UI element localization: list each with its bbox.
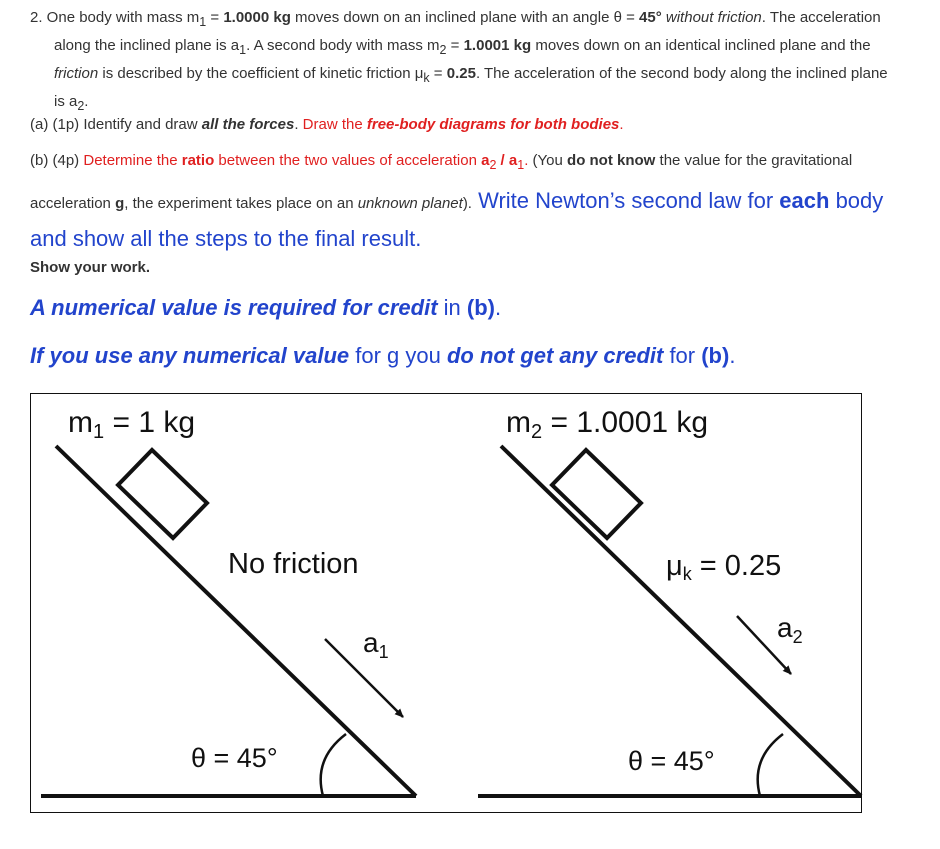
inclined-plane-diagram (30, 393, 862, 813)
subscript: 2 (489, 158, 497, 172)
part-a-emphasis: all the forces (201, 116, 295, 133)
credit-emphasis: If you use any numerical value (30, 343, 350, 368)
part-b-text: , the experiment takes place on an (124, 195, 358, 212)
left-incline (41, 406, 416, 796)
subscript: 1 (517, 158, 525, 172)
part-b-text: ). (462, 195, 472, 212)
diagram-svg (31, 394, 863, 814)
credit-note-2 (30, 343, 735, 369)
right-angle-label: θ = 45° (628, 746, 715, 776)
problem-text: . The acceleration of the second body along the inclined plane is a (54, 65, 888, 110)
right-angle-arc (758, 734, 783, 796)
credit-text: for g you (349, 343, 447, 368)
subscript: 2 (77, 99, 85, 113)
part-b-red-bold: ratio (181, 152, 215, 169)
problem-text: = (446, 37, 464, 54)
credit-text: . (495, 295, 502, 320)
part-b-red-text: . (524, 152, 529, 169)
right-block (552, 450, 641, 538)
part-b-blue-text: body and show all the steps to the final result. (30, 188, 884, 251)
problem-text: moves down on an inclined plane with an angle θ = (290, 9, 640, 26)
credit-text: for (663, 343, 702, 368)
credit-text: in (437, 295, 467, 320)
part-a-text: . (294, 116, 303, 133)
subscript: 1 (199, 15, 207, 29)
left-block (118, 450, 207, 538)
left-acceleration-label: $a_1$ (363, 627, 389, 662)
part-b-text: (You (528, 152, 568, 169)
emphasis: friction (54, 65, 99, 82)
right-slope-line (501, 446, 861, 796)
left-mass-label: $m_1 = 1$ kg (68, 406, 196, 443)
part-b-red-bold: / a (496, 152, 518, 169)
problem-text: = (429, 65, 447, 82)
left-angle-arc (321, 734, 346, 796)
right-mu-label: μk = 0.25 (666, 550, 782, 584)
right-mass-label: $m_2 = 1.0001$ kg (506, 406, 709, 443)
problem-number: 2. (30, 9, 43, 26)
problem-paragraph (30, 6, 890, 118)
problem-text: . A second body with mass m (246, 37, 440, 54)
emphasis: without friction (665, 9, 762, 26)
right-incline (478, 406, 861, 796)
part-b-bold: g (115, 195, 125, 212)
problem-text: moves down on an identical inclined plane and the (531, 37, 871, 54)
part-b-red-text: between the two values of acceleration (214, 152, 482, 169)
left-angle-label: θ = 45° (191, 743, 278, 773)
subscript: 1 (239, 43, 247, 57)
mu-value: 0.25 (446, 65, 476, 82)
angle-value: 45° (639, 9, 662, 26)
part-b (30, 143, 890, 259)
part-a-red-emphasis: free-body diagrams for both bodies (366, 116, 620, 133)
part-a-red-text: Draw the (302, 116, 367, 133)
part-b-label: (b) (4p) (30, 152, 80, 169)
mass-2-value: 1.0001 kg (463, 37, 532, 54)
credit-emphasis: A numerical value is required for credit (30, 295, 438, 320)
part-a-red-text: . (619, 116, 624, 133)
credit-bold: (b) (701, 343, 730, 368)
part-b-red-bold: a (481, 152, 490, 169)
part-b-blue-text: Write Newton’s second law for (471, 188, 780, 213)
problem-text: . (84, 93, 89, 110)
part-b-text: the value for the gravitational acceleration (30, 152, 853, 212)
right-acceleration-label: $a_2$ (777, 612, 803, 647)
part-b-blue-bold: each (779, 188, 830, 213)
part-a-text: Identify and draw (79, 116, 202, 133)
part-a (30, 116, 624, 133)
subscript: k (423, 71, 430, 85)
subscript: 2 (439, 43, 447, 57)
part-b-italic: unknown planet (357, 195, 463, 212)
problem-text: is described by the coefficient of kinetic friction μ (98, 65, 424, 82)
part-b-bold: do not know (567, 152, 656, 169)
mass-1-value: 1.0000 kg (223, 9, 291, 26)
part-a-label: (a) (1p) (30, 116, 80, 133)
credit-note-1 (30, 295, 501, 321)
credit-bold: (b) (466, 295, 495, 320)
problem-statement (30, 6, 890, 118)
show-work: Show your work. (30, 259, 151, 276)
problem-text: One body with mass m (42, 9, 200, 26)
part-b-red-text: Determine the (79, 152, 182, 169)
problem-text: . The acceleration along the inclined plane is a (54, 9, 881, 54)
credit-emphasis: do not get any credit (446, 343, 664, 368)
problem-text: = (206, 9, 224, 26)
credit-text: . (729, 343, 736, 368)
left-condition-label: No friction (228, 548, 359, 580)
